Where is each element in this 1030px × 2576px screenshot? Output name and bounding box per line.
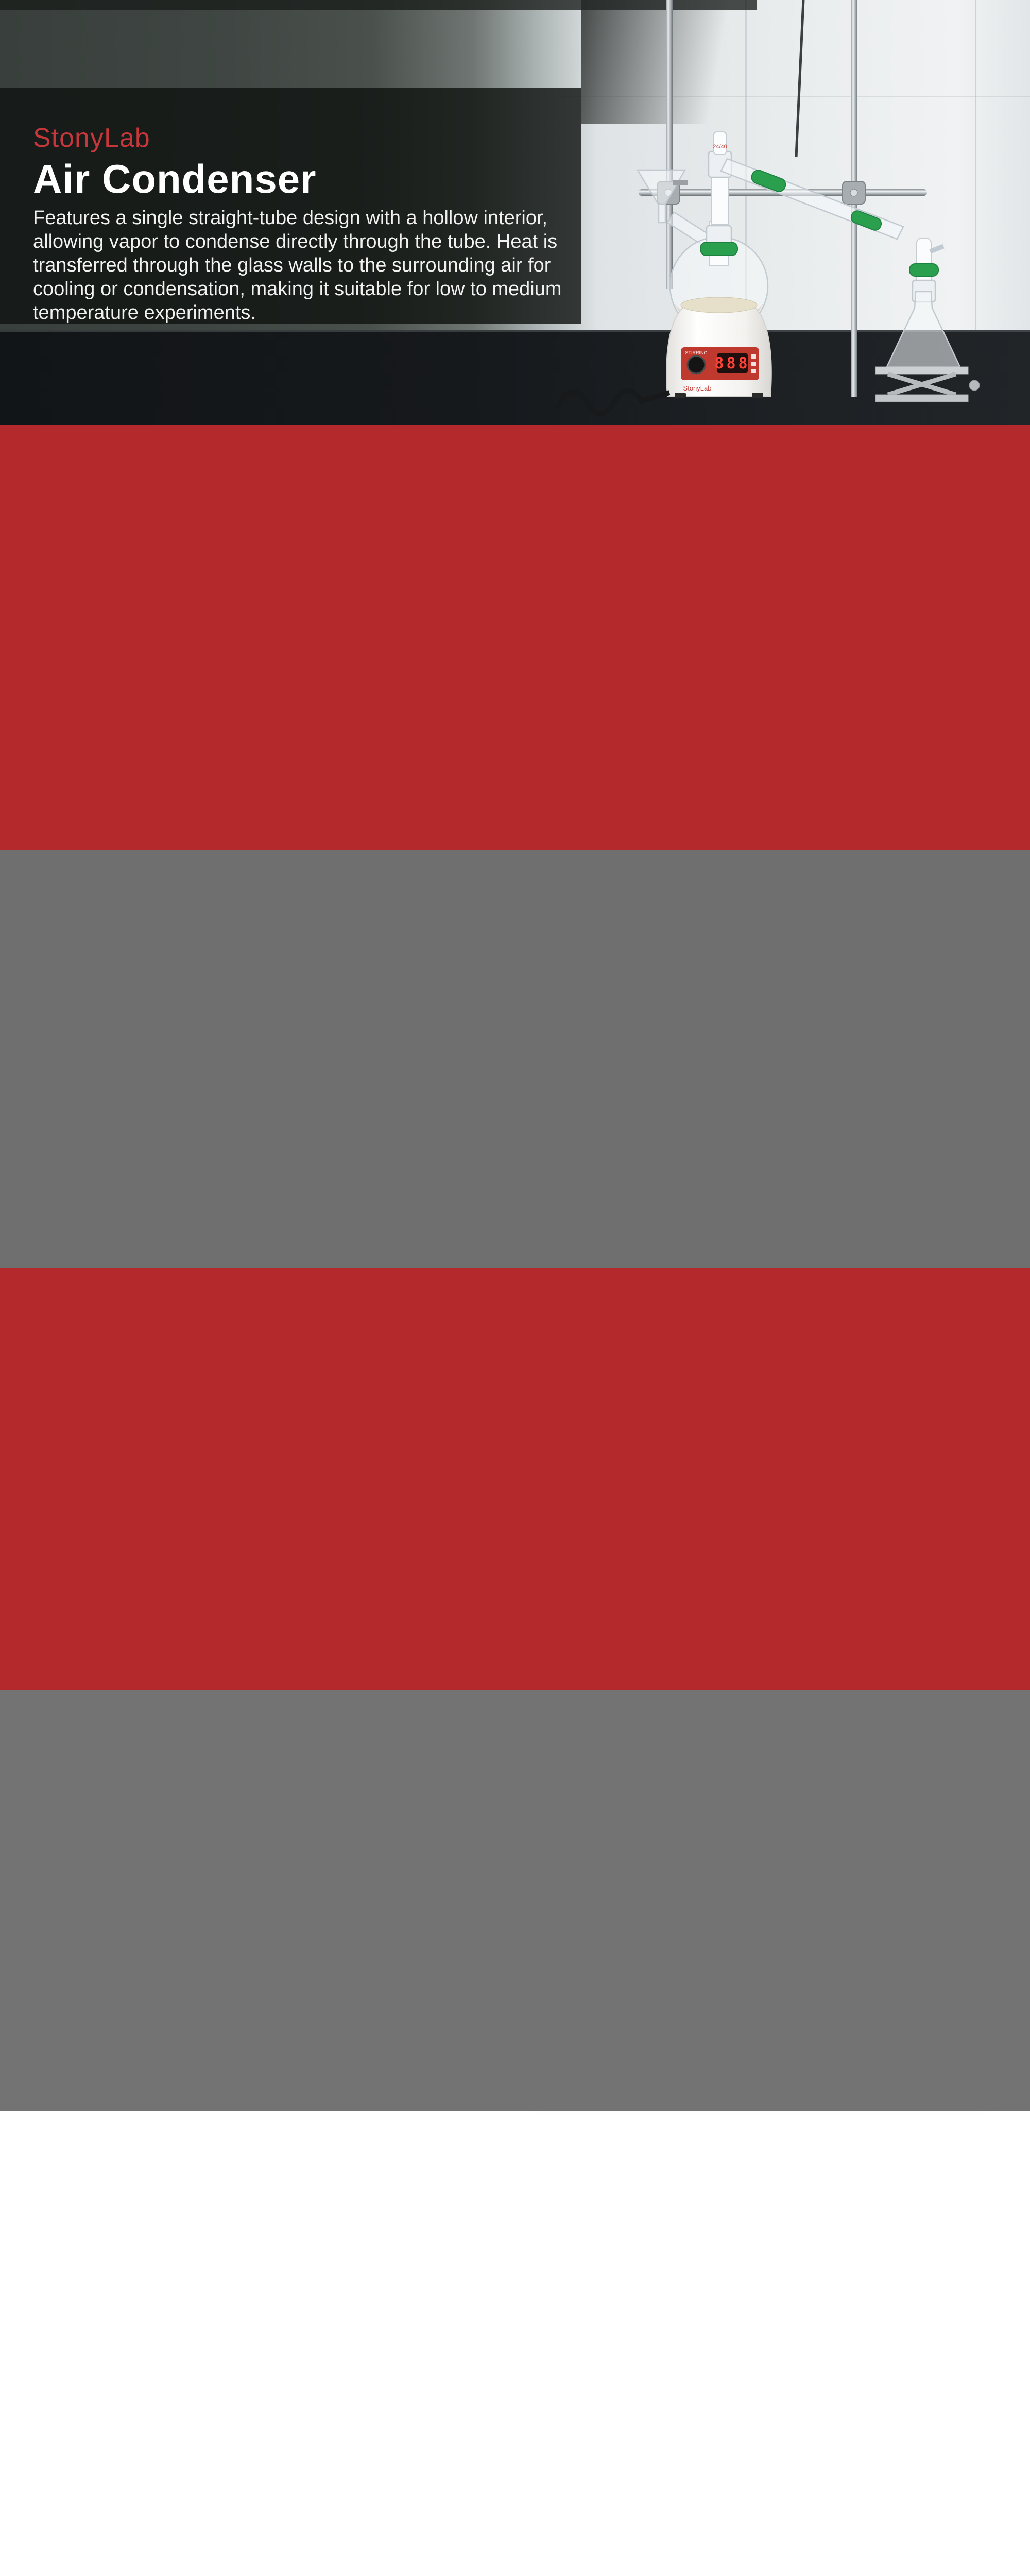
mantle-brand-label: StonyLab [683,384,712,392]
glass-column [709,132,731,224]
keck-clip [700,242,737,256]
power-cable [557,391,670,414]
mantle-display: 888 [714,354,750,372]
mantle-knob-label: STIRRING [685,350,708,355]
hero-section [0,0,1030,425]
applications-section [0,1268,1030,1690]
properties-section [0,1690,1030,2111]
addition-funnel [638,170,711,246]
joint-size-label: 24/40 [713,144,727,150]
erlenmeyer-flask [887,280,960,367]
heating-mantle [666,297,771,398]
temperature-probe-wire [796,0,803,157]
features-section [0,850,1030,1268]
hero-description: Features a single straight-tube design with a hollow interior, allowing vapor to condense directly through the tube. Heat is transferred through the glass walls to the surrounding air for cooling or condensation, making it suitable for low to medium temperature experiments. [33,207,562,324]
material-section [0,425,1030,850]
page-title: Air Condenser [33,156,317,201]
distillation-arm [721,159,903,239]
lab-jack [876,367,980,402]
brand-name: StonyLab [33,123,150,153]
